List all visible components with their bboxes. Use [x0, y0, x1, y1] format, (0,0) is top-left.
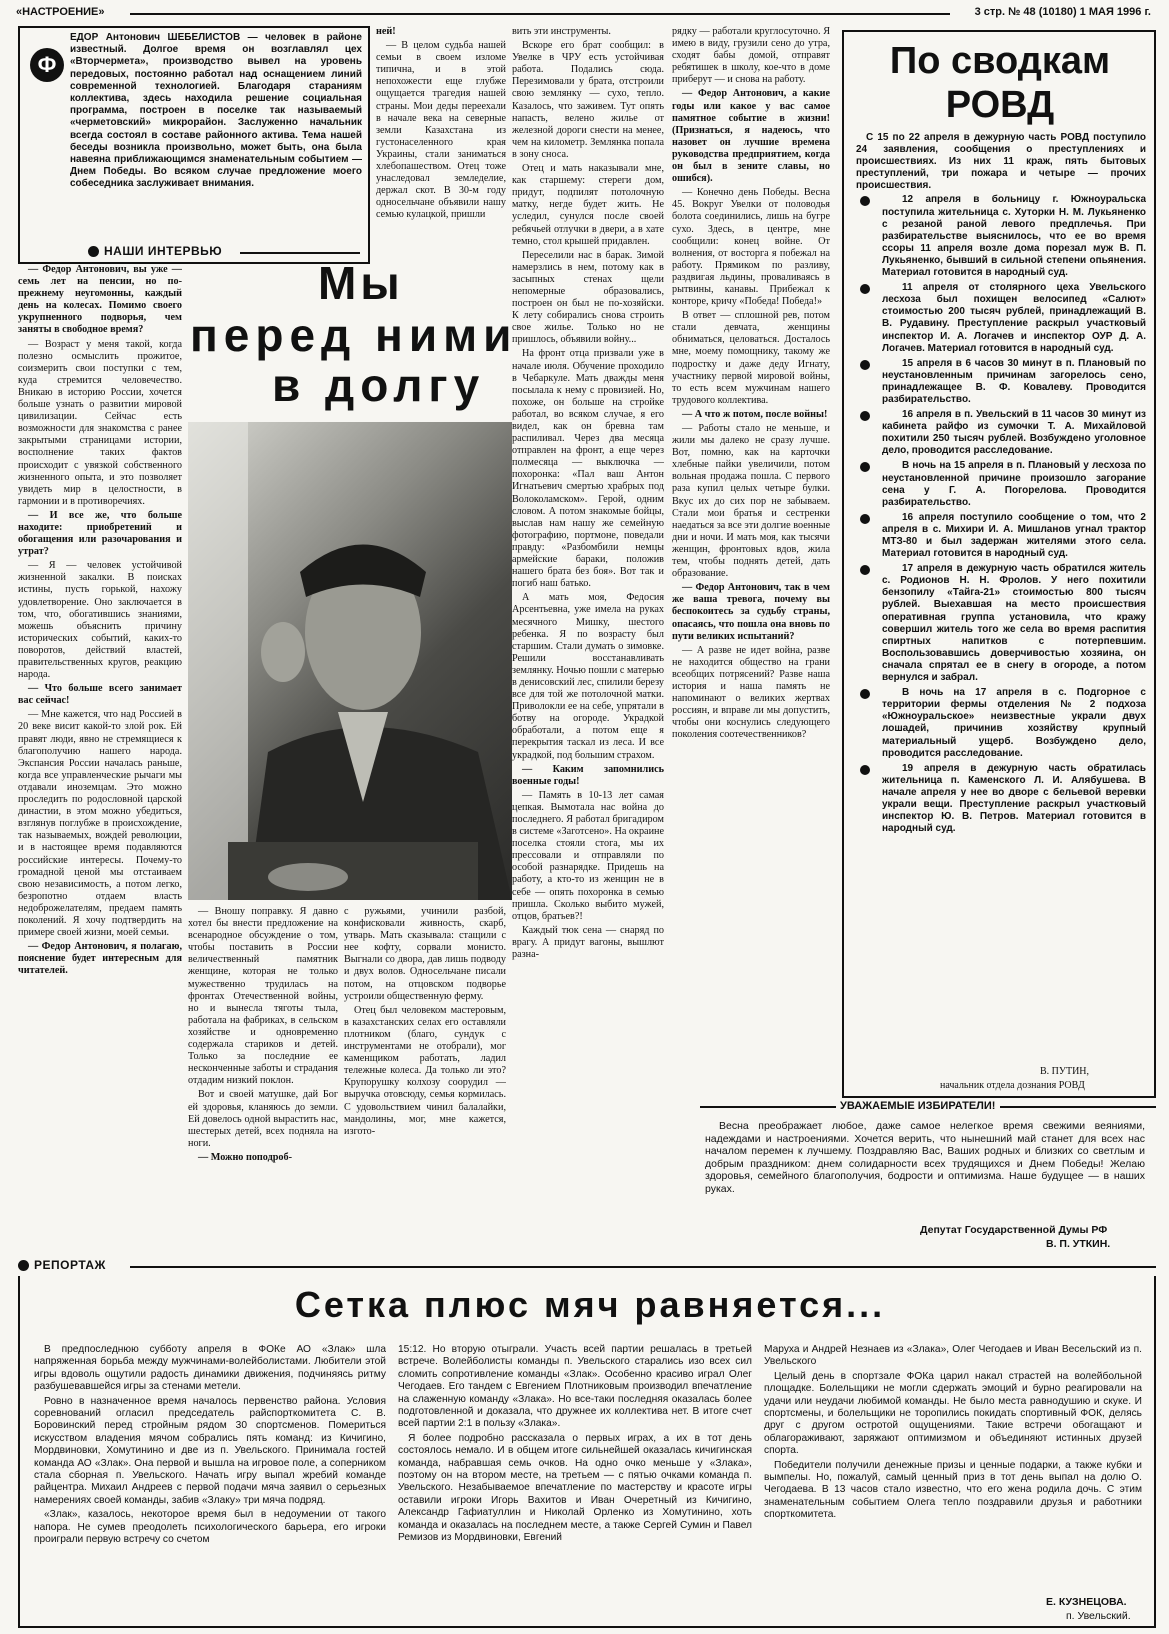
rovd-item: 16 апреля поступило сообщение о том, что 2 апреля в с. Михири И. А. Мишланов угнал трактор МТЗ-80 и был задержан жителями этого села. Материал готовится в народный суд.: [856, 512, 1146, 560]
paragraph: В ответ — сплошной рев, потом стали девчата, женщины обниматься, целоваться. Досталось мне, моему помощнику, такому же подростку и даже деду Игнату, участнику первой мировой войны, то есть всем мужчинам нашего трудового коллектива.: [672, 310, 830, 406]
paragraph: Переселили нас в барак. Зимой намерзлись в нем, потому как в засыпных стенах щели непомерные образовались, построен он был не по-хозяйски. К лету собирались снова строить свое жилье. Только но не пришлось, объявили войну...: [512, 249, 664, 346]
rubric-dot-icon: [18, 1260, 29, 1271]
paragraph: вить эти инструменты.: [512, 26, 611, 37]
bullet-icon: [860, 462, 870, 472]
paragraph: ней!: [376, 26, 396, 37]
paragraph: — А разве не идет война, разве не находится общество на грани всеобщих потрясений? Разве наша история и наша память не напоминают о великих жертвах россиян, и вправе ли мы допустить, чтобы они коснулись следующего поколения соотечественников?: [672, 644, 830, 741]
bullet-icon: [860, 196, 870, 206]
paragraph: — Работы стало не меньше, и жили мы далеко не сразу лучше. Вот, помню, как на карточки хлебные пайки увеличили, потом вольная продажа пошла. С первого раза купил целых четыре булки. Вкус их до сих пор не забываем. Стали мои братья и сестренки наедаться за все эти долгие военные дни и ночи. И мать моя, как тысячи женщин, фронтовых вдов, жила тем, чтобы поднять детей, дать образование.: [672, 423, 830, 580]
interview-column-2-top: [376, 26, 506, 252]
paragraph: рядку — работали круглосуточно. Я имею в виду, грузили сено до утра, сходят бабы домой, отправят ребятишек в школу, кое-что в доме приберут — и снова на работу.: [672, 26, 830, 86]
paragraph: — В целом судьба нашей семьи в своем изломе типична, и в этой непохожести еще глубже ощущается трагедия нашей страны. Мои деды переехали в начале века на северные земли Казахстана из густонаселенного края Украины, стали заниматься хлебопашеством. Отец тоже унаследовал земледелие, держал скот. В 30-м году односельчане объявили нашу семью кулацкой, пришли: [376, 40, 506, 221]
paragraph: Ровно в назначенное время началось первенство района. Условия соревнований огласил председатель райспорткомитета С. В. Боровинский перед стройным рядом 30 спортсменов. Помериться искусством владения мячом собрались пять команд: из Кичигино, Мордвиновки, Хомутинино и две из п. Увельского. Принимала гостей команда АО «Злак». Она первой и вышла на игровое поле, а соперником стала сборная п. Увельского. Начать игру выпал жребий команде райцентра. Михаил Андреев с первой подачи мяча заявил о серьезных намерениях своей команды, забив «Злаку» три мяча подряд.: [34, 1395, 386, 1506]
bullet-icon: [860, 514, 870, 524]
rubric-report-label: РЕПОРТАЖ: [34, 1258, 106, 1272]
paragraph: — Мне кажется, что над Россией в 20 веке висит какой-то злой рок. Ей правят люди, явно не стремящиеся к благополучию нашего народа. Экспансия России началась раньше, когда все управленческие рычаги мы отдавали иноземцам. Это можно проследить по родословной царской династии, в этом можно убедиться, взглянув поглубже в происхождение, так называемых, вождей революции, и в настоящее время подавляются российские интересы. Почему-то громадной ценой мы отстаиваем свою независимость, а потом легко, безропотно отдаем власть недоброжелателям, предаем память поколений. Я хочу подтвердить на примере своей жизни, моей семьи.: [18, 709, 182, 939]
report-title: Сетка плюс мяч равняется...: [294, 1284, 886, 1325]
rovd-item: 11 апреля от столярного цеха Увельского лесхоза был похищен велосипед «Салют» стоимостью 200 тысяч рублей, принадлежащий В. В. Рудавину. Преступление раскрыл участковый инспектор И. А. Логачев и инспектор ОУР Д. А. Логачев. Материал готовится в народный суд.: [856, 282, 1146, 355]
issue-info: 3 стр. № 48 (10180) 1 МАЯ 1996 г.: [974, 6, 1151, 18]
paragraph: — Память в 10-13 лет самая цепкая. Вымотала нас война до последнего. Я работал бригадиром в системе «Заготсено». На окраине поселка стояли стога, мы их прессовали и отправляли по особой разнарядке. Придешь на работу, а кто-то из женщин не в себе — опять похоронка в семью пришла. Сколько выбито мужей, отцов, братьев?!: [512, 789, 664, 922]
paragraph: Вот и своей матушке, дай Бог ей здоровья, кланяюсь до земли. Ей довелось одной вырастить нас, шестерых детей, всех подняла на ноги.: [188, 1089, 338, 1149]
headline-line-3: в долгу: [272, 359, 486, 411]
rovd-intro: С 15 по 22 апреля в дежурную часть РОВД поступило 24 заявления, сообщения о преступлениях и происшествиях. Из них 11 краж, пять бытовых преступлений, три пожара и четыре — прочих происшествия.: [856, 132, 1146, 192]
headline-line-2: перед ними: [190, 309, 518, 361]
paragraph: Я более подробно рассказала о первых играх, а их в тот день состоялось немало. И в общем итоге сильнейшей оказалась кичигинская команда, набравшая семь очков. На одно очко меньше у «Злака», поэтому он на втором месте, на третьем — с пятью очками команда п. Увельского. Незабываемое впечатление по мастерству и красоте игры оставили игроки Игорь Вахитов и Иван Очеретный из Кичигино, Александр Гафиатуллин и Николай Орленко из Хомутинино, хоть команда и оказалась на последнем месте, а также Сергей Сумин и Павел Ремизов из Мордвиновки, Евгений: [398, 1432, 752, 1544]
rovd-signature-name: В. ПУТИН,: [1040, 1066, 1090, 1077]
paragraph: — Можно поподроб-: [198, 1151, 292, 1163]
voters-rule-right: [1000, 1106, 1156, 1108]
paragraph: Победители получили денежные призы и ценные подарки, а также кубки и вымпелы. Но, пожалуй, самый ценный приз в тот день выпал на долю О. Чегодаева. В 13 часов стало известно, что его жена родила дочь. С этим знаменательным событием Олега тепло поздравили друзья и работники спорткомитета.: [764, 1459, 1142, 1521]
rovd-title-2: РОВД: [945, 84, 1055, 126]
paragraph: Маруха и Андрей Незнаев из «Злака», Олег Чегодаев и Иван Весельский из п. Увельского: [764, 1344, 1142, 1368]
voters-signature-2: В. П. УТКИН.: [1046, 1238, 1111, 1250]
interview-column-4: [672, 26, 830, 1086]
rovd-item: В ночь на 15 апреля в п. Плановый у лесхоза по неустановленной причине произошло загорание сена у Г. А. Погорелова. Проводится разбирательство.: [856, 460, 1146, 508]
report-column-2: [398, 1344, 752, 1622]
interview-column-1: [18, 264, 182, 1214]
rovd-item: 17 апреля в дежурную часть обратился житель с. Родионов Н. Н. Фролов. У него похитили бензопилу «Тайга-21» стоимостью 800 тысяч рублей. Выехавшая на место происшествия оперативная группа установила, что кражу совершил житель того же села во время распития спиртных напитков с потерпевшим. Воспользовавшись доверчивостью хозяина, он сначала спрятал ее в снегу в огороде, а потом вернулся и забрал.: [856, 563, 1146, 684]
report-column-3: [764, 1344, 1142, 1594]
paragraph: Вскоре его брат сообщил: в Увелке в ЧРУ есть устойчивая работа. Подались сюда. Перезимовали у брата, отстроили свою землянку — сухо, тепло. Казалось, что заживем. Тут опять напасть, велено жилье от железной дороги снести на менее, чем на километр. Землянка попала в зону сноса.: [512, 40, 664, 160]
interview-column-2-bottom: [188, 906, 338, 1216]
paragraph: — Федор Антонович, так в чем же ваша тревога, почему вы беспокоитесь за судьбу страны, опасаясь, что пошла она вновь по пути великих испытаний?: [672, 582, 830, 642]
voters-title: УВАЖАЕМЫЕ ИЗБИРАТЕЛИ!: [840, 1100, 996, 1112]
bullet-icon: [860, 689, 870, 699]
bullet-icon: [860, 565, 870, 575]
paragraph: Каждый тюк сена — снаряд по врагу. А придут вагоны, вышлют разна-: [512, 924, 664, 961]
rovd-items: [856, 194, 1146, 835]
rubric-dot-icon: [88, 246, 99, 257]
rovd-item: 19 апреля в дежурную часть обратилась жительница п. Каменского Л. И. Алябушева. В начале апреля у нее во дворе с бельевой веревки украли вещи. Преступление раскрыл участковый инспектор Ю. В. Петров. Материал готовится в народный суд.: [856, 763, 1146, 836]
paragraph: 15:12. Но вторую отыграли. Участь всей партии решалась в третьей встрече. Волейболисты команды п. Увельского старались изо всех сил сломить сопротивление команды «Злак». Особенно красиво играл Олег Чегодаев. Его тандем с Евгением Плотниковым производил впечатление на слаженную команду «Злака». Но все-таки последняя оказалась более подготовленной и доказала, что дружнее их коллектива нет. В итоге счет всей партии 2:1 в пользу «Злака».: [398, 1344, 752, 1430]
voters-text: Весна преображает любое, даже самое нелегкое время свежими веяниями, надеждами и настроениями. Хочется верить, что нынешний май станет для всех нас началом перемен к лучшему. Поздравляю Вас, Ваших родных и близких со светлым и добрым праздником: днем солидарности всех трудящихся и Днем Победы! Желаю здоровья, семейного благополучия, бодрости и оптимизма. Наше будущее — в наших руках.: [705, 1120, 1145, 1195]
paragraph: — И все же, что больше находите: приобретений и обогащения или разочарования и утрат?: [18, 509, 182, 558]
rovd-signature-title: начальник отдела дознания РОВД: [940, 1080, 1085, 1091]
rovd-text: [856, 132, 1146, 1062]
paragraph: А мать моя, Федосия Арсентьевна, уже имела на руках месячного Мишку, шестого ребенка. Я по возрасту был старшим. Стали думать о зимовке. Решили восстанавливать землянку. Ночью пошли с матерью в денисовский лес, спилили березу все для той же потолочной матки. Приволокли ее на себе, упрятали в ботву на огороде. Украдкой обработали, а потом еще я перекрытия таскал из леса. И все украдкой, под большим страхом.: [512, 592, 664, 761]
report-column-1: [34, 1344, 386, 1622]
rovd-item: 15 апреля в 6 часов 30 минут в п. Плановый по неустановленным причинам загорелось сено, принадлежащее В. Ф. Ковалеву. Проводится разбирательство.: [856, 358, 1146, 406]
rovd-item: 12 апреля в больницу г. Южноуральска поступила жительница с. Хуторки Н. М. Лукьяненко с резаной раной левого предплечья. При разбирательстве выяснилось, что ее во время ссоры 11 апреля возле дома порезал муж В. П. Лукьяненко, бывший в сильной степени опьянения. Материал готовится в народный суд.: [856, 194, 1146, 279]
header-rule: [130, 13, 950, 15]
paragraph: — Возраст у меня такой, когда полезно осмыслить прожитое, соизмерить свои поступки с тем, куда стремится человечество. Вникаю в историю России, хочется больше узнать о развитии мировой цивилизации. Сейчас есть возможности для знакомства с ранее закрытыми страницами истории, восполнение таких фактов происходит с увязкой собственного жизненного опыта, и это позволяет увидеть мир в целостности, в гармонии и в противоречиях.: [18, 338, 182, 507]
rubric-interview-label: НАШИ ИНТЕРВЬЮ: [104, 244, 223, 258]
bullet-icon: [860, 284, 870, 294]
report-signature-place: п. Увельский.: [1066, 1610, 1131, 1622]
dropcap-badge: Ф: [30, 48, 64, 82]
report-signature-name: Е. КУЗНЕЦОВА.: [1046, 1596, 1127, 1608]
paragraph: — Каким запомнились военные годы!: [512, 763, 664, 787]
newspaper-name: «НАСТРОЕНИЕ»: [16, 6, 105, 18]
rubric-interview: [88, 244, 222, 258]
voters-rule: [700, 1106, 836, 1108]
paragraph: — Федор Антонович, вы уже — семь лет на пенсии, но по-прежнему неугомонны, каждый день на колесах. Помимо своего укрупненного подворья, чем заняты в свободное время?: [18, 264, 182, 336]
report-top-rule: [130, 1266, 1156, 1268]
rovd-title-1: По сводкам: [889, 40, 1111, 82]
paragraph: — Вношу поправку. Я давно хотел бы внести предложение на всенародное обсуждение о том, чтобы поставить в России величественный памятник женщине, которая не только мужественно трудилась на фронтах Отечественной войны, но и вынесла тяготы тыла, работала на фабриках, в сельском хозяйстве и одновременно содержала стариков и детей. Только за последние ее несконченные заботы и страдания отдадим низкий поклон.: [188, 906, 338, 1087]
portrait-photo: [188, 422, 512, 900]
paragraph: — Федор Антонович, а какие годы или какое у вас самое памятное событие в жизни! (Признаться, я надеюсь, что назовет он лучшие времена руководства предприятием, когда он был в зените славы, но ошибся).: [672, 88, 830, 185]
paragraph: Отец был человеком мастеровым, в казахстанских селах его оставляли плотником (благо, сундук с инструментами не отобрали), мог каменщиком работать, ладил тележные колеса. Да только ли это? Крупорушку колхозу соорудил — выручка отовсюду, семья кормилась. С удовольствием чинил балалайки, мандолины, мог, мне кажется, изгото-: [344, 1004, 506, 1137]
paragraph: — Я — человек устойчивой жизненной закалки. В поисках истины, пусть горькой, нахожу удовлетворение. Оно заключается в том, что, обогатившись знаниями, можешь объяснить причину исторических событий, каких-то поворотов, действий властей, правительственных кругов, реакцию народа.: [18, 560, 182, 681]
bullet-icon: [860, 360, 870, 370]
headline-line-1: Мы: [318, 257, 404, 309]
interview-column-2b: [344, 906, 506, 1216]
portrait-figure-icon: [188, 422, 512, 900]
voters-signature-1: Депутат Государственной Думы РФ: [920, 1224, 1108, 1236]
paragraph: — Конечно день Победы. Весна 45. Вокруг Увелки от половодья болота соединились, лишь на бугре сухо. Здесь, в центре, мне сообщили: конец войне. От волнения, от восторга я побежал на работу. Прямиком по разливу, раздвигая льдины, проваливаясь в рытвины, канавы. Прибежал к конторе, кричу «Победа! Победа!»: [672, 187, 830, 308]
bullet-icon: [860, 765, 870, 775]
bullet-icon: [860, 411, 870, 421]
paragraph: Целый день в спортзале ФОКа царил накал страстей на волейбольной площадке. Болельщики не могли сдержать эмоций и бурно реагировали на удачи или неудачи любимой команды. Не было места равнодушию и скуке. И спортсмены, и болельщики не торопились покидать спортивный ФОК, делясь друг с другом остротой ощущениями. Такие встречи обогащают и облагораживают, заряжают оптимизмом и объединяют истинных друзей спорта.: [764, 1370, 1142, 1457]
paragraph: «Злак», казалось, некоторое время был в недоумении от такого напора. Не сумев преодолеть психологического барьера, его игроки проиграли первую встречу со счетом: [34, 1509, 386, 1546]
rovd-item: В ночь на 17 апреля в с. Подгорное с территории фермы отделения № 2 подхоза «Южноуральское» неизвестные украли двух лошадей, причинив хозяйству крупный материальный ущерб. Возбуждено дело, проводится расследование.: [856, 687, 1146, 760]
intro-text: ЕДОР Антонович ШЕБЕЛИСТОВ — человек в районе известный. Долгое время он возглавлял цех «Вторчермета», производство вывел на уровень передовых, постоянно работал над оснащением линий современной технологией. Благодаря стараниям коллектива, здесь находила решение социальная программа, построен в поселке так называемый «черметовский» микрорайон. Заслуженно начальник всегда состоял в составе районного актива. Тема нашей беседы возникла произвольно, может быть, она была навеяна приближающимся знаменательным событием — Днем Победы. Во всяком случае предложение моего собеседника заслуживает внимания.: [70, 32, 362, 190]
paragraph: На фронт отца призвали уже в начале июля. Обучение проходило в Чебаркуле. Мать дважды меня посылала к нему с провизией. Но, похоже, он больше на стройке работал, во всяком случае, я его видел, как он бревна там распиливал. Через два месяца отправлен на фронт, а еще через полмесяца — выключка — похоронка: «Пал ваш Антон Игнатьевич смертью храбрых под Волоколамском». Герой, одним словом. А потом знакомые бойцы, выслав нам нашу же семейную фотографию, портмоне, поведали правду: «Разбомбили немцы армейские бараки, положив нашего брата без боя». Вот так и погиб наш батько.: [512, 348, 664, 590]
rubric-rule: [240, 252, 360, 254]
interview-column-3: [512, 26, 664, 1216]
paragraph: — Что больше всего занимает вас сейчас!: [18, 683, 182, 707]
paragraph: с ружьями, учинили разбой, конфисковали живность, скарб, утварь. Мать сказывала: стащили с нее кофту, сорвали монисто. Выгнали со двора, дав лишь подводу и двух волов. Односельчане писали потом, на отцовском подворье устроили общественную ферму.: [344, 906, 506, 1002]
paragraph: — Федор Антонович, я полагаю, пояснение будет интересным для читателей.: [18, 941, 182, 977]
rubric-report: [18, 1258, 106, 1272]
paragraph: Отец и мать наказывали мне, как старшему: стереги дом, придут, подпилят потолочную матку, негде будет жить. Не уследил, сунулся после своей ребячьей отлучки в двери, а в хате темно, стол крышей придавлен.: [512, 163, 664, 247]
paragraph: В предпоследнюю субботу апреля в ФОКе АО «Злак» шла напряженная борьба между мужчинами-волейболистами. Любители этой игры вдоволь ощутили радость динамики движения, подчиняясь ритму разбушевавшейся игры за стенами метели.: [34, 1344, 386, 1393]
rovd-item: 16 апреля в п. Увельский в 11 часов 30 минут из кабинета райфо из сумочки Т. А. Михайловой похитили 250 тысяч рублей. Возбуждено уголовное дело, проводится расследование.: [856, 409, 1146, 457]
paragraph: — А что ж потом, после войны!: [682, 408, 828, 420]
